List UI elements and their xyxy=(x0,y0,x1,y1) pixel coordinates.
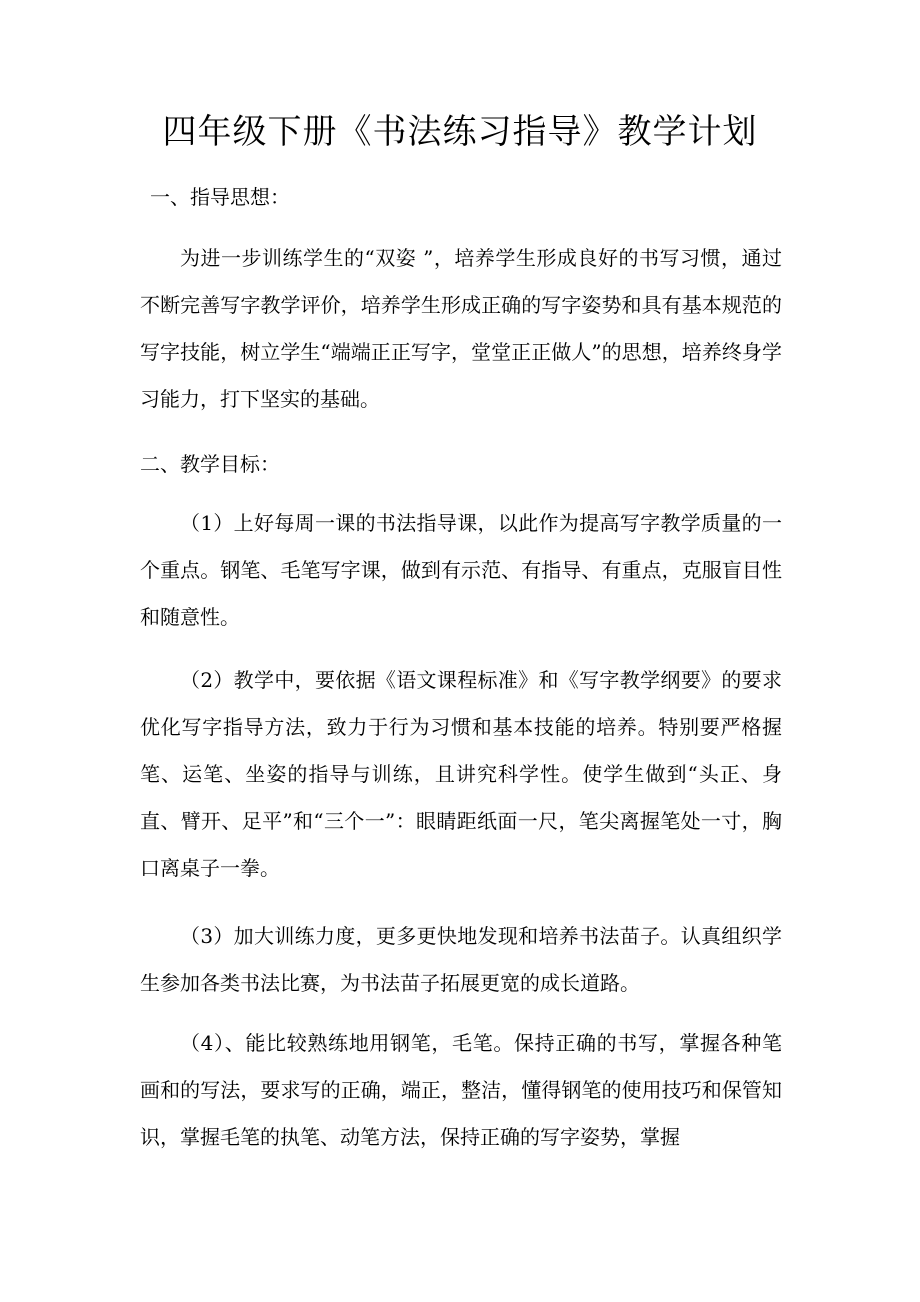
paragraph-guiding-thought: 为进一步训练学生的“双姿 ”，培养学生形成良好的书写习惯，通过不断完善写字教学评价，培养学生形成正确的写字姿势和具有基本规范的写字技能，树立学生“端端正正写字，堂堂正正做人”的思想，培养终身学习能力，打下坚实的基础。 xyxy=(140,246,782,411)
section-heading-teaching-goals: 二、教学目标： xyxy=(140,452,280,476)
section-heading-guiding-thought: 一、指导思想： xyxy=(150,185,290,209)
paragraph-goal-1: （1）上好每周一课的书法指导课，以此作为提高写字教学质量的一个重点。钢笔、毛笔写字课，做到有示范、有指导、有重点，克服盲目性和随意性。 xyxy=(140,511,782,629)
paragraph-goal-4: （4）、能比较熟练地用钢笔，毛笔。保持正确的书写，掌握各种笔画和的写法，要求写的正确，端正，整洁，懂得钢笔的使用技巧和保管知识，掌握毛笔的执笔、动笔方法，保持正确的写字姿势，掌握 xyxy=(140,1031,782,1149)
document-title: 四年级下册《书法练习指导》教学计划 xyxy=(162,112,758,152)
paragraph-goal-3: （3）加大训练力度，更多更快地发现和培养书法苗子。认真组织学生参加各类书法比赛，为书法苗子拓展更宽的成长道路。 xyxy=(140,924,782,995)
paragraph-goal-2: （2）教学中，要依据《语文课程标准》和《写字教学纲要》的要求优化写字指导方法，致力于行为习惯和基本技能的培养。特别要严格握笔、运笔、坐姿的指导与训练，且讲究科学性。使学生做到“头正、身直、臂开、足平”和“三个一”：眼睛距纸面一尺，笔尖离握笔处一寸，胸口离桌子一拳。 xyxy=(140,668,782,880)
